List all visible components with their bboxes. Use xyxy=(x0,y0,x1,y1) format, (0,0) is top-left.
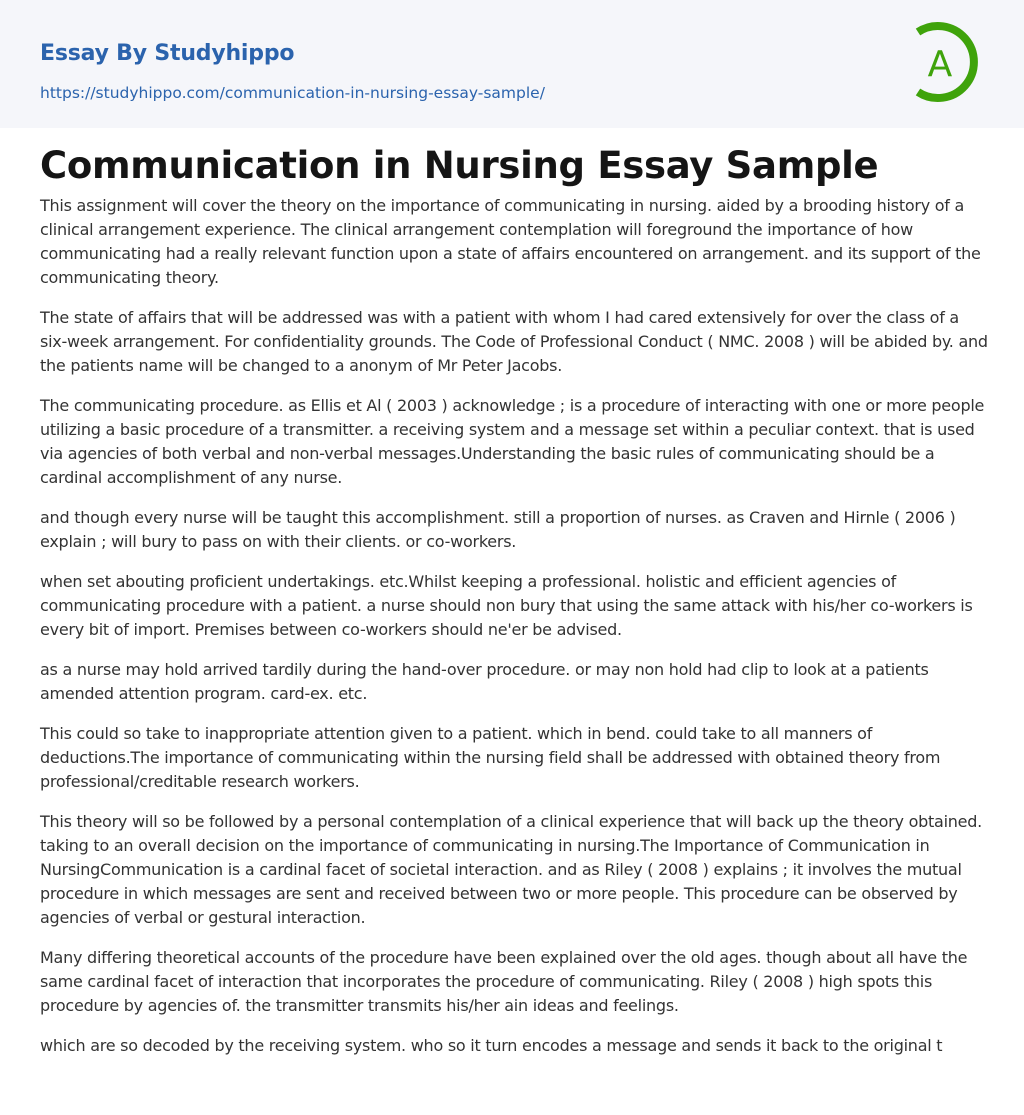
paragraph: The communicating procedure. as Ellis et Al ( 2003 ) acknowledge ; is a procedure of interacting with one or more people utilizing a basic procedure of a transmitter. a receiving system and a message set within a peculiar context. that is used via agencies of both verbal and non-verbal messages.Understanding the basic rules of communicating should be a cardinal accomplishment of any nurse. xyxy=(40,396,985,487)
paragraph: This could so take to inappropriate attention given to a patient. which in bend. could take to all manners of deductions.The importance of communicating within the nursing field shall be addressed with obtained theory from professional/creditable research workers. xyxy=(40,724,941,791)
paragraph: The state of affairs that will be addressed was with a patient with whom I had cared extensively for over the class of a six-week arrangement. For confidentiality grounds. The Code of Professional Conduct ( NMC. 2008 ) will be abided by. and the patients name will be changed to a anonym of Mr Peter Jacobs. xyxy=(40,308,988,375)
essay-body xyxy=(40,194,988,1074)
brand-title[interactable]: Essay By Studyhippo xyxy=(40,41,295,66)
paragraph-truncated: which are so decoded by the receiving system. who so it turn encodes a message and sends it back to the original t xyxy=(40,1036,943,1055)
source-url-link[interactable]: https://studyhippo.com/communication-in-nursing-essay-sample/ xyxy=(40,84,545,102)
paragraph: and though every nurse will be taught this accomplishment. still a proportion of nurses. as Craven and Hirnle ( 2006 ) explain ; will bury to pass on with their clients. or co-workers. xyxy=(40,508,956,551)
paragraph: as a nurse may hold arrived tardily during the hand-over procedure. or may non hold had clip to look at a patients amended attention program. card-ex. etc. xyxy=(40,660,929,703)
paragraph: when set abouting proficient undertakings. etc.Whilst keeping a professional. holistic and efficient agencies of communicating procedure with a patient. a nurse should non bury that using the same attack with his/her co-workers is every bit of import. Premises between co-workers should ne'er be advised. xyxy=(40,572,973,639)
paragraph: Many differing theoretical accounts of the procedure have been explained over the old ages. though about all have the same cardinal facet of interaction that incorporates the procedure of communicating. Riley ( 2008 ) high spots this procedure by agencies of. the transmitter transmits his/her ain ideas and feelings. xyxy=(40,948,968,1015)
paragraph: This theory will so be followed by a personal contemplation of a clinical experience that will back up the theory obtained. taking to an overall decision on the importance of communicating in nursing.The Importance of Communication in NursingCommunication is a cardinal facet of societal interaction. and as Riley ( 2008 ) explains ; it involves the mutual procedure in which messages are sent and received between two or more people. This procedure can be observed by agencies of verbal or gestural interaction. xyxy=(40,812,983,927)
studyhippo-logo-icon xyxy=(912,20,986,104)
site-header xyxy=(0,0,1024,128)
paragraph: This assignment will cover the theory on the importance of communicating in nursing. aided by a brooding history of a clinical arrangement experience. The clinical arrangement contemplation will foreground the importance of how communicating had a really relevant function upon a state of affairs encountered on arrangement. and its support of the communicating theory. xyxy=(40,196,981,287)
logo-letter: A xyxy=(927,44,953,85)
page-title: Communication in Nursing Essay Sample xyxy=(40,144,879,187)
